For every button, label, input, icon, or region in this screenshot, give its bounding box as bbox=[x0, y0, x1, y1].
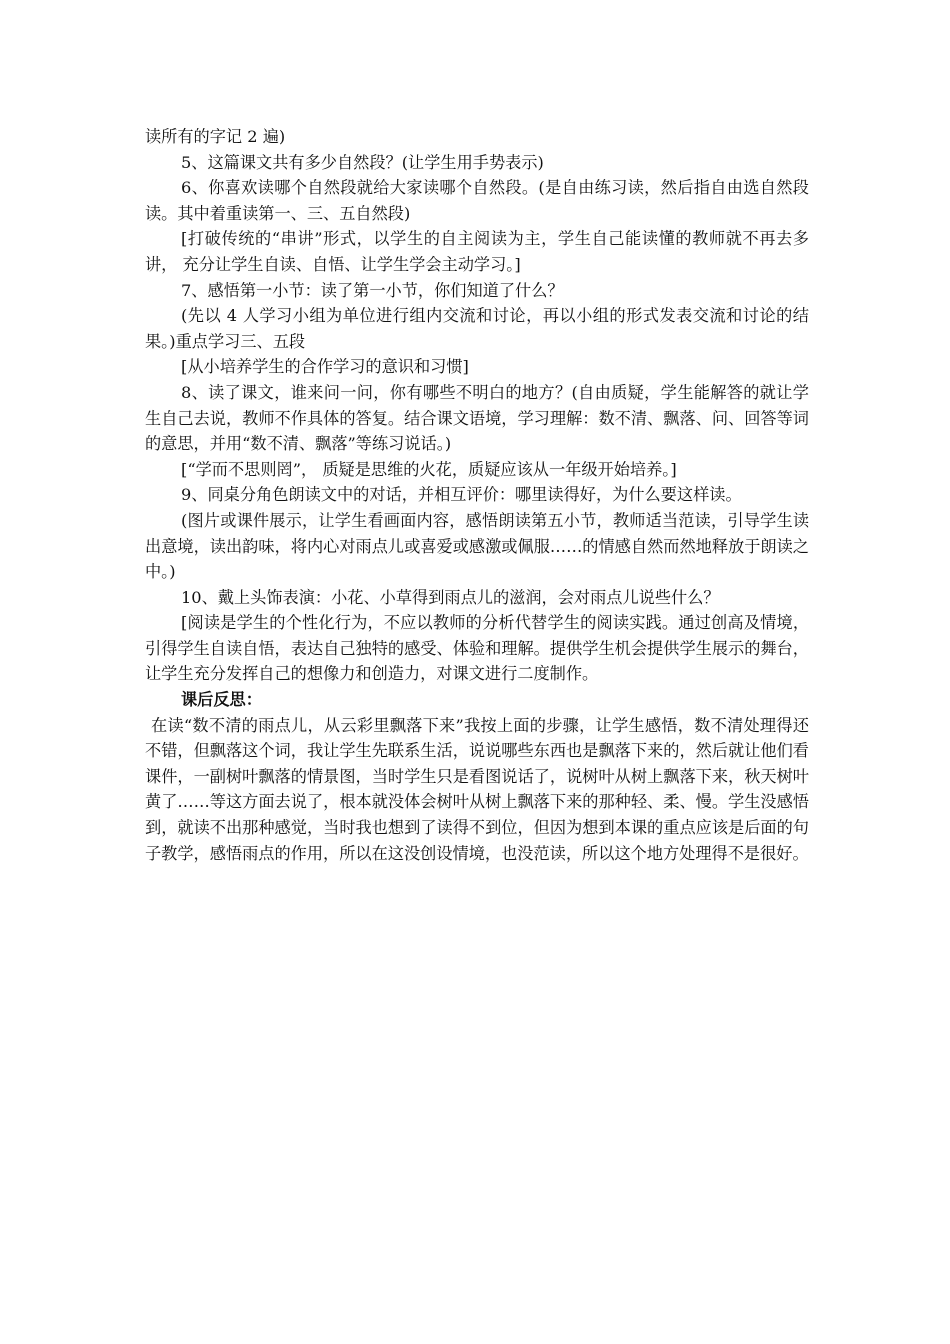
document-page bbox=[145, 124, 809, 866]
paragraph-step-9-detail: (图片或课件展示，让学生看画面内容，感悟朗读第五小节，教师适当范读，引导学生读出意境，读出韵味，将内心对雨点儿或喜爱或感激或佩服……的情感自然而然地释放于朗读之中。) bbox=[145, 510, 809, 582]
paragraph-step-9: 9、同桌分角色朗读文中的对话，并相互评价：哪里读得好，为什么要这样读。 bbox=[181, 485, 742, 505]
paragraph-step-10: 10、戴上头饰表演：小花、小草得到雨点儿的滋润，会对雨点儿说些什么？ bbox=[181, 587, 720, 607]
paragraph-note-2: [从小培养学生的合作学习的意识和习惯] bbox=[181, 357, 469, 377]
paragraph-note-3: [“学而不思则罔”， 质疑是思维的火花，质疑应该从一年级开始培养。] bbox=[181, 459, 677, 479]
paragraph-note-4: [阅读是学生的个性化行为，不应以教师的分析代替学生的阅读实践。通过创高及情境，引得学生自读自悟，表达自己独特的感受、体验和理解。提供学生机会提供学生展示的舞台，让学生充分发挥自己的想像力和创造力，对课文进行二度制作。 bbox=[145, 613, 809, 684]
paragraph-step-6: 6、你喜欢读哪个自然段就给大家读哪个自然段。(是自由练习读，然后指自由选自然段读。其中着重读第一、三、五自然段) bbox=[145, 178, 809, 223]
paragraph-step-8: 8、读了课文，谁来问一问，你有哪些不明白的地方？(自由质疑，学生能解答的就让学生自己去说，教师不作具体的答复。结合课文语境，学习理解：数不清、飘落、问、回答等词的意思，并用“数不清、飘落”等练习说话。) bbox=[145, 382, 809, 454]
paragraph-step-5: 5、这篇课文共有多少自然段？(让学生用手势表示) bbox=[181, 152, 544, 172]
paragraph-note-1: [打破传统的“串讲”形式，以学生的自主阅读为主，学生自己能读懂的教师就不再去多讲， 充分让学生自读、自悟、让学生学会主动学习。] bbox=[145, 229, 809, 274]
paragraph-step-7-detail: (先以 4 人学习小组为单位进行组内交流和讨论，再以小组的形式发表交流和讨论的结果。)重点学习三、五段 bbox=[145, 306, 809, 351]
reflection-text: 在读“数不清的雨点儿，从云彩里飘落下来”我按上面的步骤，让学生感悟，数不清处理得还不错，但飘落这个词，我让学生先联系生活，说说哪些东西也是飘落下来的，然后就让他们看课件，一副树叶飘落的情景图，当时学生只是看图说话了，说树叶从树上飘落下来，秋天树叶黄了……等这方面去说了，根本就没体会树叶从树上飘落下来的那种轻、柔、慢。学生没感悟到，就读不出那种感觉，当时我也想到了读得不到位，但因为想到本课的重点应该是后面的句子教学，感悟雨点的作用，所以在这没创设情境，也没范读，所以这个地方处理得不是很好。 bbox=[145, 715, 809, 863]
paragraph-step-7: 7、感悟第一小节：读了第一小节，你们知道了什么？ bbox=[181, 280, 564, 300]
reflection-heading: 课后反思： bbox=[181, 690, 262, 710]
paragraph-continuation: 读所有的字记 2 遍) bbox=[145, 127, 286, 146]
